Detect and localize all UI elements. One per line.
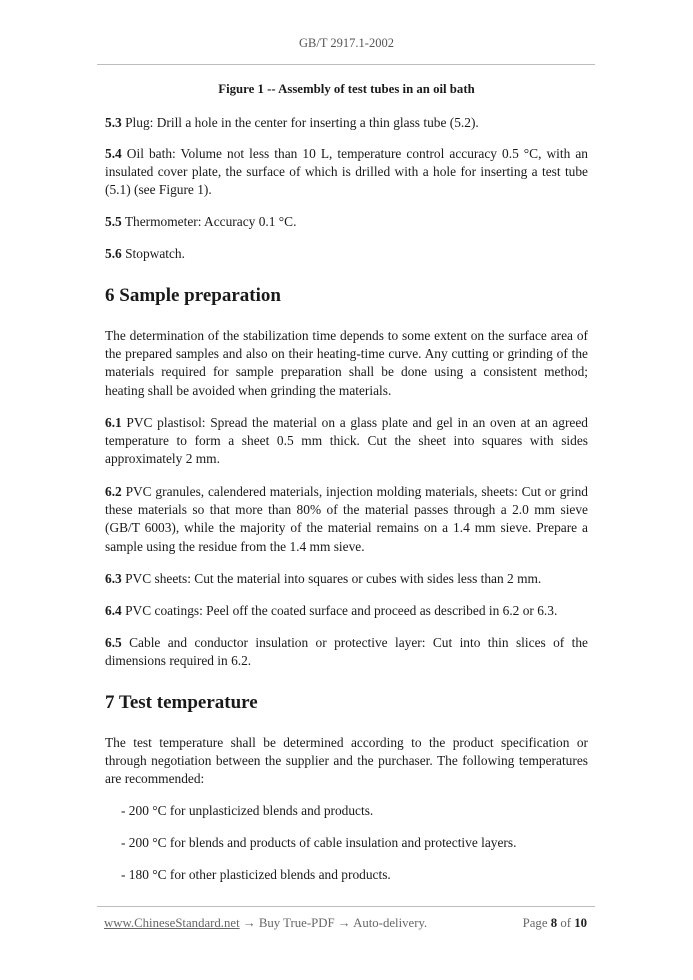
clause-number: 5.4 (105, 146, 122, 161)
clause-text: Oil bath: Volume not less than 10 L, temperature control accuracy 0.5 °C, with an insulated cover plate, the surface of which is drilled with a hole for inserting a test tube (5.1) (see Figure 1). (105, 146, 588, 198)
section-7-intro: The test temperature shall be determined according to the product specification or through negotiation between the supplier and the purchaser. The following temperatures are recommended: (105, 735, 588, 787)
list-item: - 200 °C for blends and products of cable insulation and protective layers. (121, 835, 517, 850)
page-header-title: GB/T 2917.1-2002 (299, 36, 394, 50)
clause-6-3 (105, 570, 588, 588)
clause-text: PVC sheets: Cut the material into squares or cubes with sides less than 2 mm. (121, 571, 542, 586)
figure-caption: Figure 1 -- Assembly of test tubes in an oil bath (218, 82, 475, 96)
clause-number: 6.5 (105, 635, 122, 650)
list-item: - 200 °C for unplasticized blends and products. (121, 803, 374, 818)
page-current: 8 (550, 916, 558, 930)
clause-6-4 (105, 602, 588, 620)
clause-text: PVC granules, calendered materials, injection molding materials, sheets: Cut or grind these materials so that more than 80% of the material passes through a 2.0 mm sieve (GB/T 6003), while the majority of the material remains on a 1.4 mm sieve. Prepare a sample using the residue from the 1.4 mm sieve. (105, 484, 588, 554)
clause-number: 5.6 (105, 246, 122, 261)
clause-text: Thermometer: Accuracy 0.1 °C. (121, 214, 297, 229)
clause-5-4 (105, 145, 588, 200)
footer-promo-text: → Buy True-PDF → Auto-delivery. (239, 916, 428, 930)
list-item: - 180 °C for other plasticized blends and products. (121, 867, 391, 882)
page-of: of (560, 916, 571, 930)
clause-text: PVC plastisol: Spread the material on a glass plate and gel in an oven at an agreed temperature to form a sheet 0.5 mm thick. Cut the sheet into squares with sides approximately 2 mm. (105, 415, 588, 467)
clause-number: 5.5 (105, 214, 122, 229)
clause-number: 6.1 (105, 415, 122, 430)
clause-number: 5.3 (105, 115, 122, 130)
section-6-intro: The determination of the stabilization time depends to some extent on the surface area of the prepared samples and also on their heating-time curve. Any cutting or grinding of the materials required for sample preparation shall be done using a consistent method; heating shall be avoided when grinding the materials. (105, 328, 588, 398)
clause-6-2 (105, 483, 588, 556)
section-6-heading: 6 Sample preparation (105, 285, 281, 306)
footer-divider (97, 906, 595, 907)
clause-text: Plug: Drill a hole in the center for inserting a thin glass tube (5.2). (121, 115, 479, 130)
page-total: 10 (574, 916, 587, 930)
clause-6-5 (105, 634, 588, 670)
footer-promo (104, 916, 427, 931)
page-number (523, 916, 587, 931)
clause-number: 6.2 (105, 484, 122, 499)
clause-6-1 (105, 414, 588, 469)
clause-5-3 (105, 114, 588, 132)
clause-text: Stopwatch. (121, 246, 185, 261)
header-divider (97, 64, 595, 65)
section-7-heading: 7 Test temperature (105, 692, 258, 713)
clause-number: 6.4 (105, 603, 122, 618)
page-prefix: Page (522, 916, 548, 930)
clause-text: Cable and conductor insulation or protective layer: Cut into thin slices of the dimensions required in 6.2. (105, 635, 588, 669)
footer-site-link[interactable]: www.ChineseStandard.net (104, 916, 240, 930)
clause-5-5 (105, 213, 588, 231)
clause-number: 6.3 (105, 571, 122, 586)
clause-5-6 (105, 245, 588, 263)
clause-text: PVC coatings: Peel off the coated surface and proceed as described in 6.2 or 6.3. (121, 603, 558, 618)
